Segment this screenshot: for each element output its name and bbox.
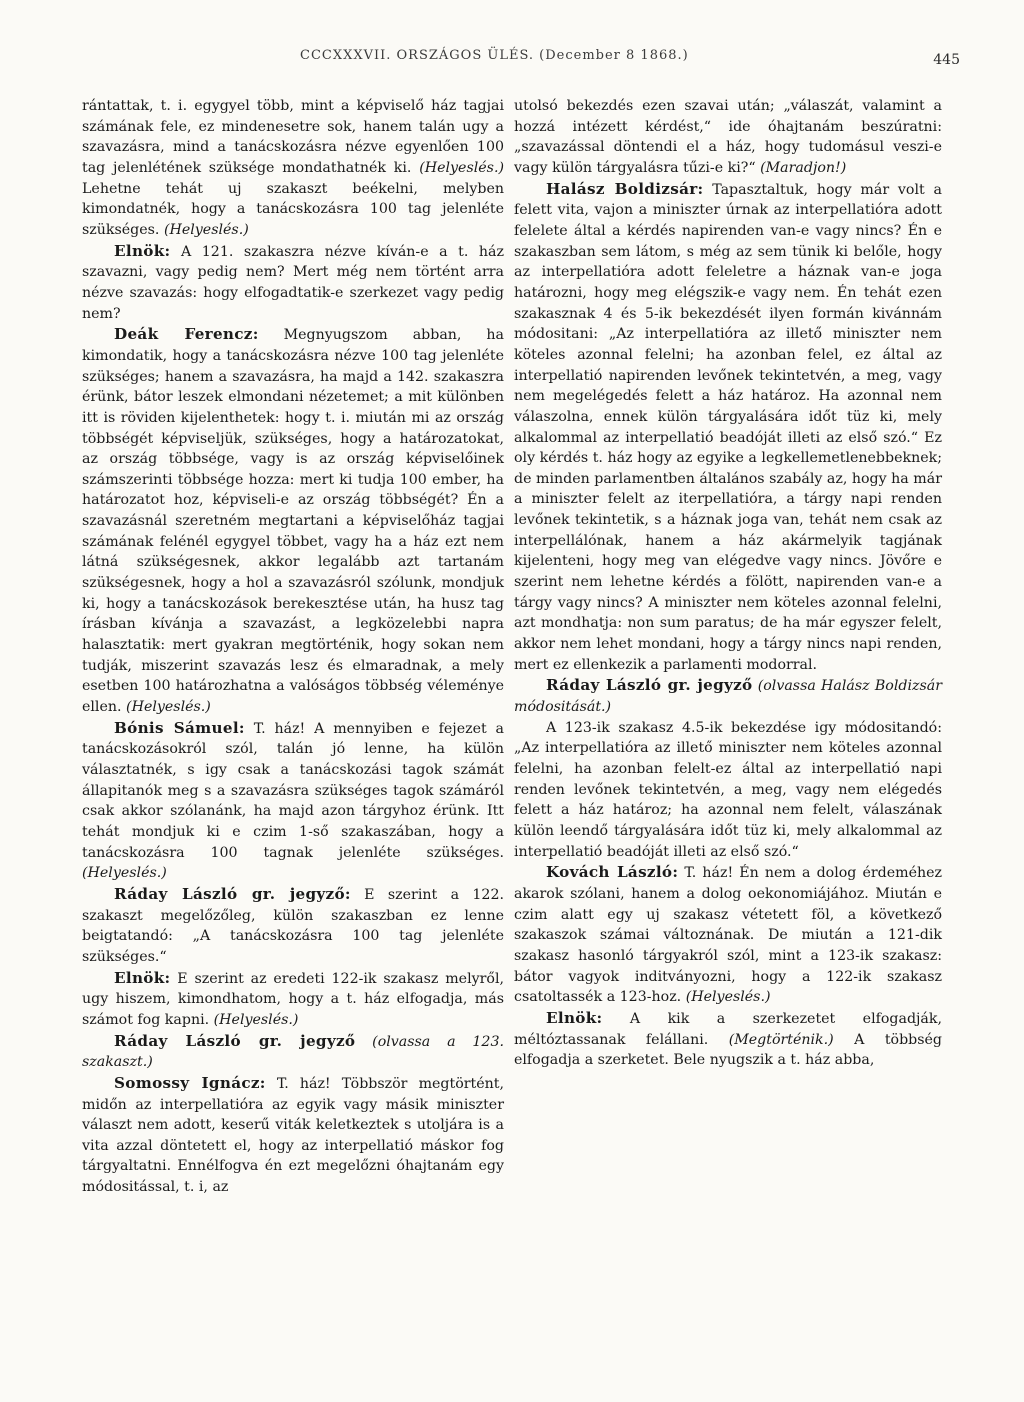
speaker-name: Somossy Ignácz: [114, 1073, 266, 1092]
speaker-name: Kovách László: [546, 863, 679, 882]
italic-remark: (Helyeslés.) [213, 1011, 299, 1028]
italic-remark: (Helyeslés.) [163, 221, 249, 238]
paragraph [514, 675, 942, 717]
paragraph [514, 1008, 942, 1071]
paragraph [514, 179, 942, 676]
italic-remark: (olvassa a 123. szakaszt.) [82, 1033, 504, 1071]
text-run: A kik a szerkezetet elfogadják, méltóztassanak felállani. [514, 1010, 942, 1048]
paragraph [514, 862, 942, 1008]
speaker-name: Elnök: [546, 1008, 603, 1027]
speaker-name: Ráday László gr. jegyző [114, 1031, 356, 1050]
text-run: T. ház! Többször megtörtént, midőn az interpellatióra az egyik vagy másik miniszter választ nem adott, keserű viták keletkeztek s utoljára is a vita azzal döntetett el, hogy az interpellatió máskor fog tárgyaltatni. Ennélfogva én ezt megelőzni óhajtanám egy módositással, t. i, az [82, 1075, 504, 1196]
page-number: 445 [933, 52, 960, 68]
text-run: T. ház! Én nem a dolog érdeméhez akarok szólani, hanem a dolog oekonomiájához. Miután e czim alatt egy uj szakasz vétetett föl, a következő szakaszok számai változnának. De miután a 121-dik szakasz hasonló tárgyakról szól, mint a 123-ik szakasz: bátor vagyok inditványozni, hogy a 122-ik szakasz csatoltassék a 123-hoz. [514, 865, 942, 1006]
italic-remark: (Megtörténik.) [728, 1031, 834, 1048]
speaker-name: Bónis Sámuel: [114, 718, 245, 737]
text-run: rántattak, t. i. egygyel több, mint a képviselő ház tagjai számának fele, ez mindenesetre sok, hanem talán ugy a szavazásra, mind a tanácskozásra nézve egyenlően 100 tag jelenlétének szüksége mondathatnék ki. [82, 98, 504, 176]
italic-remark: (Helyeslés.) [685, 989, 771, 1006]
paragraph [82, 884, 504, 968]
italic-remark: (Helyeslés.) [126, 699, 211, 716]
session-title: CCCXXXVII. ORSZÁGOS ÜLÉS. (December 8 1868.) [300, 48, 689, 63]
speaker-name: Halász Boldizsár: [546, 179, 704, 198]
speaker-name: Elnök: [114, 968, 171, 987]
speaker-name: Ráday László gr. jegyző [546, 676, 753, 695]
page-header [0, 42, 1024, 72]
text-run: A 121. szakaszra nézve kíván-e a t. ház szavazni, vagy pedig nem? Mert még nem történt arra nézve szavazás: hogy elfogadtatik-e szerkezet vagy pedig nem? [82, 243, 504, 322]
italic-remark: (Maradjon!) [760, 159, 847, 176]
paragraph [82, 241, 504, 325]
italic-remark: (Helyeslés.) [82, 865, 167, 882]
text-run: E szerint a 122. szakaszt megelőzőleg, külön szakaszban ez lenne beigtatandó: „A tanácskozásra 100 tag jelenléte szükséges.“ [82, 886, 504, 965]
paragraph [514, 718, 942, 863]
paragraph [82, 718, 504, 884]
paragraph [82, 1073, 504, 1198]
paragraph [82, 324, 504, 717]
speaker-name: Ráday László gr. jegyző: [114, 884, 351, 903]
text-run: Lehetne tehát uj szakaszt beékelni, melyben kimondatnék, hogy a tanácskozásra 100 tag jelenléte szükséges. [82, 180, 504, 238]
paragraph [82, 96, 504, 241]
text-run: utolsó bekezdés ezen szavai után; „válaszát, valamint a hozzá intézett kérdést,“ ide óhajtanám beszúratni: „szavazással döntendi el a ház, hogy tudomásul veszi-e vagy külön tárgyalásra tűzi-e ki?“ [514, 98, 942, 176]
italic-remark: (olvassa Halász Boldizsár módositását.) [514, 678, 942, 716]
text-run [355, 1034, 372, 1050]
text-run: A 123-ik szakasz 4.5-ik bekezdése igy módositandó: „Az interpellatióra az illető miniszter nem köteles azonnal felelni, ha azonban felelt-ez által az interpellatió napi renden levőnek tekintetvén, a meg, vagy nem elégedés felett a ház határoz; ha azonnal nem felelt, válaszának külön leendő tárgyalására időt tüz ki, mely alkalommal az interpellatió beadóját illeti az első szó.“ [514, 719, 942, 860]
text-run: A többség elfogadja a szerketet. Bele nyugszik a t. ház abba, [514, 1031, 942, 1069]
italic-remark: (Helyeslés.) [419, 159, 504, 176]
left-text-column [82, 96, 504, 1198]
text-run: Tapasztaltuk, hogy már volt a felett vita, vajon a miniszter úrnak az interpellatióra adott felelete által a kérdés napirenden van-e vagy nincs? Én e szakaszban sem látom, s még az sem tünik ki belőle, hogy az interpellatióra adott feleletre a háznak van-e joga határozni, hogy meg elégszik-e vagy nem. Én tehát ezen szakasznak 4 és 5-ik bekezdését ilyen formán kivánnám módositani: „Az interpellatióra az illető miniszter nem köteles azonnal felelni; ha azonban felel, ez által az interpellatió napirenden levőnek tekintetvén, a meg, vagy nem megelégedés felett a ház határoz. Ha azonnal nem válaszolna, ennek külön tárgyalására időt tüz ki, mely alkalommal az interpellatió beadóját illeti az első szó.“ Ez oly kérdés t. ház hogy az egyike a legkellemetlenebbeknek; de minden parlamentben általános szabály az, hogy ha már a miniszter felelt az iterpellatióra, a tárgy napi renden levőnek tekintetik, s a háznak joga van, tehát nem csak az interpellálónak, hanem a ház akármelyik tagjának kijelenteni, hogy meg van elégedve vagy nincs. Jövőre e szerint nem lehetne kérdés a fölött, napirenden van-e a tárgy vagy nincs? A miniszter nem köteles azonnal felelni, azt mondhatja: non sum paratus; de ha már egyszer felelt, akkor nem lehet mondani, hogy a tárgy nincs napi renden, mert ez ellenkezik a parlamenti modorral. [514, 181, 942, 673]
text-run: E szerint az eredeti 122-ik szakasz melyről, ugy hiszem, kimondhatom, hogy a t. ház elfogadja, más számot fog kapni. [82, 970, 504, 1028]
text-run: T. ház! A mennyiben e fejezet a tanácskozásokról szól, talán jó lenne, ha külön választatnék, s igy csak a tanácskozási tagok számát állapitanók meg s a szavazásra szükséges tagok számáról csak akkor szólanánk, ha majd azon tárgyhoz érünk. Itt tehát mondjuk ki e czim 1-ső szakaszában, hogy a tanácskozásra 100 tagnak jelenléte szükséges. [82, 720, 504, 861]
right-text-column [514, 96, 942, 1071]
paragraph [82, 968, 504, 1031]
speaker-name: Elnök: [114, 241, 171, 260]
text-run: Megnyugszom abban, ha kimondatik, hogy a tanácskozásra nézve 100 tag jelenléte szükséges; hanem a szavazásra, ha majd a 142. szakaszra érünk, bátor leszek elmondani nézetemet; a mit különben itt is röviden kijelenthetek: hogy t. i. miután mi az ország többségét képviseljük, szükséges, hogy a határozatokat, az ország többsége, vagy is az ország képviselőinek számszerinti többsége hozza: mert ki tudja 100 ember, ha határozatot hoz, képviseli-e az ország többségét? Én a szavazásnál szeretném megtartani a képviselőház tagjai számának felénél egygyel többet, vagy ha a ház ezt nem látná szükségesnek, akkor legalább azt tartanám szükségesnek, hogy a hol a szavazásról szólunk, mondjuk ki, hogy a tanácskozások berekesztése után, ha husz tag írásban kívánja a szavazást, a legközelebbi napra halasztatik: mert gyakran megtörténik, hogy sokan nem tudják, miszerint szavazás lesz és elmaradnak, a mely esetben 100 határozhatna a valóságos többség véleménye ellen. [82, 327, 504, 716]
speaker-name: Deák Ferencz: [114, 325, 259, 344]
paragraph [514, 96, 942, 179]
paragraph [82, 1031, 504, 1073]
